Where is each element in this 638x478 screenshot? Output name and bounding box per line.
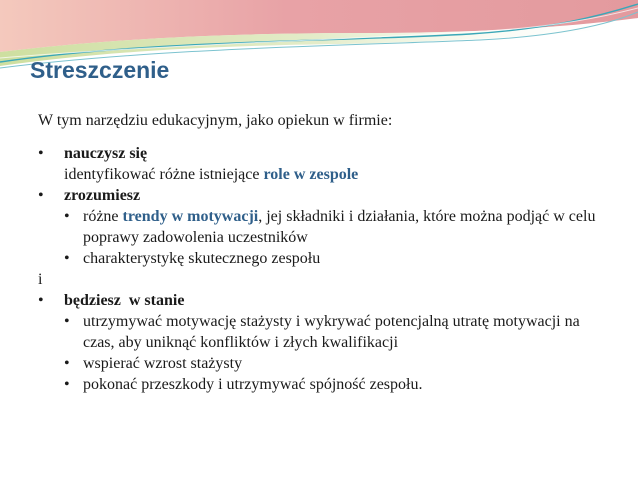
highlight-text: trendy w motywacji xyxy=(122,208,259,225)
sub-list-item xyxy=(38,353,613,374)
item-text: pokonać przeszkody i utrzymywać spójność zespołu. xyxy=(83,376,423,393)
item-heading: zrozumiesz xyxy=(64,187,141,204)
bullet-icon: • xyxy=(38,187,44,204)
slide-content xyxy=(38,110,613,395)
item-text: charakterystykę skutecznego zespołu xyxy=(83,250,321,267)
list-item-understand xyxy=(38,185,613,206)
bullet-icon: • xyxy=(64,355,70,372)
highlight-text: role w zespole xyxy=(263,166,359,183)
item-text: wspierać wzrost stażysty xyxy=(83,355,243,372)
text-fragment: różne xyxy=(83,208,123,225)
connector-text: i xyxy=(38,271,43,288)
item-text: utrzymywać motywację stażysty i wykrywać potencjalną utratę motywacji na czas, aby uniknąć konfliktów i złych kwalifikacji xyxy=(83,313,580,351)
sub-list-item xyxy=(38,206,613,248)
bullet-icon: • xyxy=(38,292,44,309)
sub-list-item xyxy=(38,248,613,269)
item-heading: będziesz w stanie xyxy=(64,292,185,309)
bullet-icon: • xyxy=(64,313,70,330)
intro-text: W tym narzędziu edukacyjnym, jako opiekun w firmie: xyxy=(38,112,393,129)
sub-list-item xyxy=(38,311,613,353)
list-item-learn xyxy=(38,143,613,185)
bullet-icon: • xyxy=(64,208,70,225)
slide-title: Streszczenie xyxy=(30,57,170,83)
bullet-icon: • xyxy=(64,250,70,267)
item-text xyxy=(64,164,613,185)
bullet-icon: • xyxy=(64,376,70,393)
sub-list-item xyxy=(38,374,613,395)
list-item-able xyxy=(38,290,613,311)
item-heading: nauczysz się xyxy=(64,145,148,162)
text-fragment: identyfikować różne istniejące xyxy=(64,166,264,183)
text-fragment: , jej składniki i działania, które można podjąć w celu poprawy zadowolenia uczestników xyxy=(83,208,596,246)
bullet-icon: • xyxy=(38,145,44,162)
